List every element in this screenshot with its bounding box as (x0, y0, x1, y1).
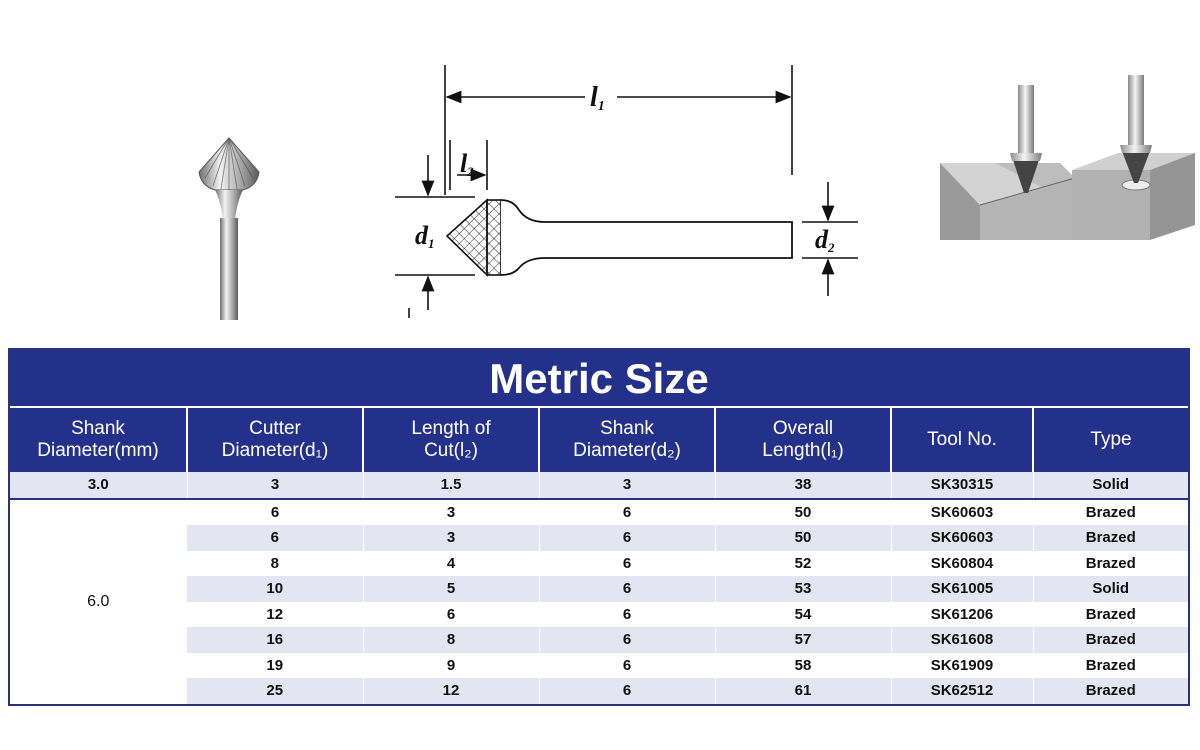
cutter-diameter-cell: 16 (187, 627, 363, 653)
cutter-diameter-cell: 6 (187, 525, 363, 551)
table-row (10, 472, 1188, 499)
burr-illustration (185, 130, 275, 320)
tool-no-cell: SK61608 (891, 627, 1033, 653)
type-cell: Solid (1033, 576, 1188, 602)
overall-length-cell: 53 (715, 576, 891, 602)
shank-d2-cell: 3 (539, 472, 715, 499)
table-row (10, 602, 1188, 628)
type-cell: Brazed (1033, 602, 1188, 628)
cutter-diameter-cell: 8 (187, 551, 363, 577)
length-of-cut-cell: 9 (363, 653, 539, 679)
header-shank-diameter-d2: Shank Diameter(d₂) (539, 408, 715, 472)
shank-group-cell: 3.0 (10, 472, 187, 499)
tool-no-cell: SK60804 (891, 551, 1033, 577)
table-row (10, 627, 1188, 653)
header-shank-diameter: Shank Diameter(mm) (10, 408, 187, 472)
overall-length-cell: 54 (715, 602, 891, 628)
overall-length-cell: 50 (715, 499, 891, 526)
length-of-cut-cell: 12 (363, 678, 539, 704)
shank-d2-cell: 6 (539, 602, 715, 628)
shank-d2-cell: 6 (539, 627, 715, 653)
type-cell: Brazed (1033, 653, 1188, 679)
usage-illustration (940, 75, 1195, 245)
table-row (10, 525, 1188, 551)
type-cell: Brazed (1033, 525, 1188, 551)
length-of-cut-cell: 6 (363, 602, 539, 628)
tool-no-cell: SK62512 (891, 678, 1033, 704)
table-title: Metric Size (10, 350, 1188, 408)
l1-label: l1 (590, 82, 605, 114)
burr-dimension-diagram (395, 60, 870, 320)
type-cell: Brazed (1033, 499, 1188, 526)
cutter-diameter-cell: 19 (187, 653, 363, 679)
metric-size-table (8, 348, 1190, 706)
shank-d2-cell: 6 (539, 576, 715, 602)
d2-label: d2 (815, 225, 835, 255)
header-type: Type (1033, 408, 1188, 472)
type-cell: Solid (1033, 472, 1188, 499)
shank-d2-cell: 6 (539, 525, 715, 551)
overall-length-cell: 38 (715, 472, 891, 499)
overall-length-cell: 50 (715, 525, 891, 551)
shank-d2-cell: 6 (539, 678, 715, 704)
overall-length-cell: 52 (715, 551, 891, 577)
l2-label: l2 (460, 149, 474, 179)
shank-d2-cell: 6 (539, 653, 715, 679)
table-row (10, 678, 1188, 704)
dimension-drawing (395, 60, 870, 320)
tool-no-cell: SK30315 (891, 472, 1033, 499)
type-cell: Brazed (1033, 551, 1188, 577)
tool-no-cell: SK60603 (891, 525, 1033, 551)
tool-no-cell: SK61909 (891, 653, 1033, 679)
table-row (10, 653, 1188, 679)
cutter-diameter-cell: 25 (187, 678, 363, 704)
tool-no-cell: SK61005 (891, 576, 1033, 602)
length-of-cut-cell: 5 (363, 576, 539, 602)
shank-d2-cell: 6 (539, 499, 715, 526)
burr-product-photo (185, 130, 275, 320)
tool-no-cell: SK61206 (891, 602, 1033, 628)
overall-length-cell: 58 (715, 653, 891, 679)
overall-length-cell: 61 (715, 678, 891, 704)
header-overall-length: Overall Length(l₁) (715, 408, 891, 472)
cutter-diameter-cell: 6 (187, 499, 363, 526)
table-row (10, 576, 1188, 602)
header-cutter-diameter: Cutter Diameter(d₁) (187, 408, 363, 472)
d1-label: d1 (415, 221, 435, 251)
header-tool-no: Tool No. (891, 408, 1033, 472)
table-row (10, 499, 1188, 526)
length-of-cut-cell: 8 (363, 627, 539, 653)
type-cell: Brazed (1033, 678, 1188, 704)
shank-group-cell: 6.0 (10, 499, 187, 704)
length-of-cut-cell: 1.5 (363, 472, 539, 499)
size-table (10, 408, 1188, 704)
length-of-cut-cell: 3 (363, 499, 539, 526)
cutter-diameter-cell: 12 (187, 602, 363, 628)
type-cell: Brazed (1033, 627, 1188, 653)
table-row (10, 551, 1188, 577)
header-row (10, 408, 1188, 472)
length-of-cut-cell: 3 (363, 525, 539, 551)
shank-d2-cell: 6 (539, 551, 715, 577)
cutter-diameter-cell: 3 (187, 472, 363, 499)
overall-length-cell: 57 (715, 627, 891, 653)
header-length-of-cut: Length of Cut(l₂) (363, 408, 539, 472)
countersink-usage-image (940, 75, 1195, 245)
length-of-cut-cell: 4 (363, 551, 539, 577)
cutter-diameter-cell: 10 (187, 576, 363, 602)
tool-no-cell: SK60603 (891, 499, 1033, 526)
